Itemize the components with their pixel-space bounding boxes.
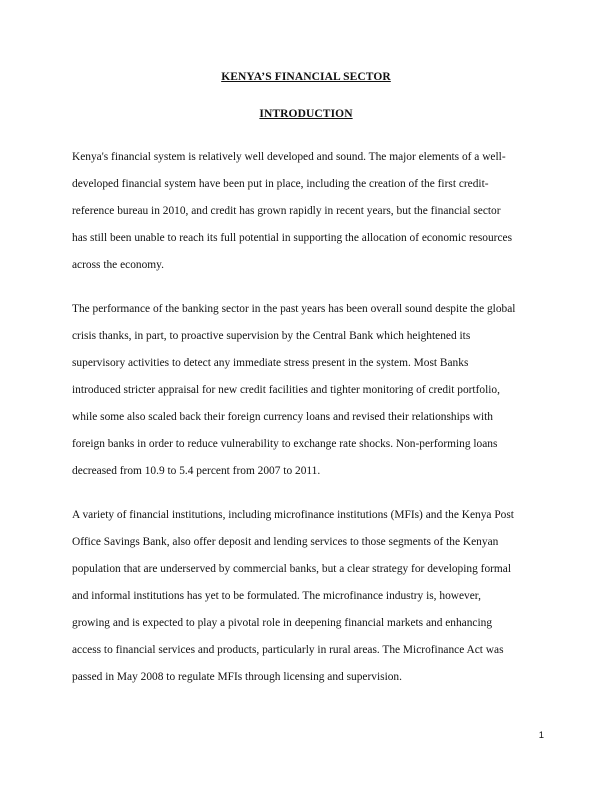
paragraph-line: Office Savings Bank, also offer deposit and lending services to those segments of the Kenyan xyxy=(72,536,499,548)
paragraph-line: access to financial services and products, particularly in rural areas. The Microfinance Act was xyxy=(72,644,504,656)
document-title: KENYA’S FINANCIAL SECTOR xyxy=(221,71,391,83)
paragraph-line: decreased from 10.9 to 5.4 percent from 2007 to 2011. xyxy=(72,465,321,477)
page-number: 1 xyxy=(538,730,544,741)
paragraph-line: reference bureau in 2010, and credit has grown rapidly in recent years, but the financial sector xyxy=(72,205,501,217)
paragraph-line: and informal institutions has yet to be formulated. The microfinance industry is, however, xyxy=(72,590,481,602)
paragraph-line: foreign banks in order to reduce vulnerability to exchange rate shocks. Non-performing loans xyxy=(72,438,498,450)
paragraph-line: crisis thanks, in part, to proactive supervision by the Central Bank which heightened its xyxy=(72,330,471,342)
section-heading: INTRODUCTION xyxy=(259,108,353,120)
paragraph-3 xyxy=(72,502,540,691)
paragraph-line: introduced stricter appraisal for new credit facilities and tighter monitoring of credit portfolio, xyxy=(72,384,500,396)
paragraph-line: Kenya's financial system is relatively well developed and sound. The major elements of a well- xyxy=(72,151,506,163)
paragraph-line: population that are underserved by commercial banks, but a clear strategy for developing formal xyxy=(72,563,512,575)
paragraph-line: supervisory activities to detect any immediate stress present in the system. Most Banks xyxy=(72,357,469,369)
paragraph-1 xyxy=(72,144,540,279)
paragraph-line: while some also scaled back their foreign currency loans and revised their relationships with xyxy=(72,411,494,423)
paragraph-2 xyxy=(72,296,540,485)
paragraph-line: developed financial system have been put in place, including the creation of the first credit- xyxy=(72,178,489,190)
paragraph-line: has still been unable to reach its full potential in supporting the allocation of economic resources xyxy=(72,232,512,244)
paragraph-line: passed in May 2008 to regulate MFIs through licensing and supervision. xyxy=(72,671,402,683)
paragraph-line: The performance of the banking sector in the past years has been overall sound despite the global xyxy=(72,303,516,315)
paragraph-line: A variety of financial institutions, including microfinance institutions (MFIs) and the Kenya Post xyxy=(72,509,514,521)
paragraph-line: growing and is expected to play a pivotal role in deepening financial markets and enhancing xyxy=(72,617,493,629)
paragraph-line: across the economy. xyxy=(72,259,164,271)
